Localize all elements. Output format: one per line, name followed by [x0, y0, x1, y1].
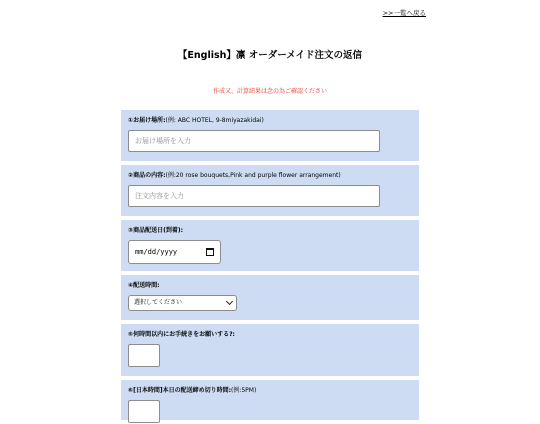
chevron-down-icon	[226, 298, 233, 305]
delivery-time-card	[121, 275, 419, 320]
cutoff-time-label: ⑥[日本時間]本日の配送締め切り時間:(例:5PM)	[128, 387, 257, 394]
cutoff-time-input[interactable]	[128, 400, 160, 423]
delivery-place-label: ①お届け場所:(例: ABC HOTEL, 9-8miyazakidai)	[128, 117, 264, 124]
delivery-date-card	[121, 220, 419, 271]
delivery-place-input[interactable]	[128, 130, 380, 152]
delivery-time-select[interactable]	[128, 295, 237, 311]
calendar-icon[interactable]	[206, 248, 214, 256]
back-to-list-link[interactable]: >>一覧へ戻る	[382, 9, 426, 17]
date-value: mm/dd/yyyy	[135, 248, 178, 256]
delivery-date-label: ③商品配送日(到着):	[128, 227, 183, 234]
product-content-input[interactable]	[128, 185, 380, 207]
within-hours-label: ⑤何時間以内にお手続きをお願いする?:	[128, 331, 235, 338]
product-content-card	[121, 165, 419, 216]
delivery-time-selected: 選択してください	[134, 299, 183, 306]
product-content-label: ②商品の内容:(例:20 rose bouquets,Pink and purple flower arrangement)	[128, 172, 341, 179]
delivery-place-card	[121, 110, 419, 161]
delivery-date-input[interactable]	[128, 240, 221, 264]
cutoff-time-card	[121, 380, 419, 420]
within-hours-card	[121, 324, 419, 376]
within-hours-input[interactable]	[128, 344, 160, 367]
page-title: 【English】凛 オーダーメイド注文の返信	[177, 50, 363, 61]
order-reply-form	[121, 110, 419, 424]
notice-text: 作成又、計算結果は念の為ご確認ください	[212, 88, 327, 95]
delivery-time-label: ④配送時間:	[128, 282, 160, 289]
